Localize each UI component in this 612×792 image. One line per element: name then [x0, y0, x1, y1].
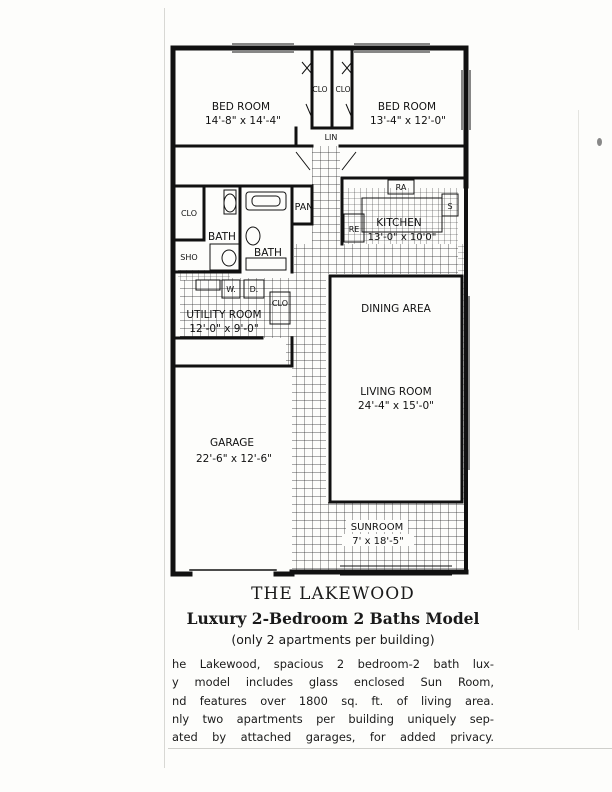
- closet1-label: CLO: [312, 85, 328, 94]
- closet3-label: CLO: [180, 209, 198, 218]
- refrigerator-label: RE: [348, 225, 360, 234]
- shower-label: SHO: [180, 253, 198, 262]
- dining-label: DINING AREA: [361, 303, 431, 315]
- model-description: [172, 655, 494, 746]
- bedroom1-size: 14'-8" x 14'-4": [205, 115, 281, 127]
- sink-label: S: [447, 202, 453, 211]
- closet4-label: CLO: [271, 299, 289, 308]
- gallery-tile: [292, 268, 326, 570]
- living-size: 24'-4" x 15'-0": [358, 400, 434, 412]
- sunroom-name: SUNROOM: [350, 522, 404, 533]
- closet2-label: CLO: [335, 85, 351, 94]
- range-label: RA: [395, 183, 407, 192]
- dryer-label: D.: [249, 285, 259, 294]
- model-note: (only 2 apartments per building): [231, 632, 435, 647]
- bedroom1-name: BED ROOM: [211, 101, 271, 113]
- bath2-label: BATH: [254, 247, 282, 259]
- description-line: he Lakewood, spacious 2 bedroom-2 bath lux-: [172, 657, 494, 671]
- model-subtitle: Luxury 2-Bedroom 2 Baths Model: [186, 609, 480, 628]
- description-line: nd features over 1800 sq. ft. of living area.: [172, 693, 494, 708]
- garage-name: GARAGE: [210, 437, 254, 449]
- description-line: y model includes glass enclosed Sun Room,: [172, 675, 494, 690]
- sunroom-size: 7' x 18'-5": [352, 536, 404, 547]
- garage-floor: [178, 366, 292, 570]
- kitchen-name: KITCHEN: [376, 217, 422, 229]
- living-name: LIVING ROOM: [360, 386, 432, 398]
- bedroom2-name: BED ROOM: [377, 101, 437, 113]
- washer-label: W.: [226, 285, 236, 294]
- bath1-label: BATH: [208, 231, 236, 243]
- description-line: ated by attached garages, for added privacy.: [172, 730, 494, 745]
- linen-label: LIN: [324, 133, 338, 142]
- utility-name: UTILITY ROOM: [186, 309, 262, 321]
- description-line: nly two apartments per building uniquely sep-: [172, 711, 494, 726]
- bedroom2-size: 13'-4" x 12'-0": [370, 115, 446, 127]
- utility-size: 12'-0" x 9'-0": [189, 323, 259, 335]
- model-title: THE LAKEWOOD: [251, 584, 415, 604]
- pantry-label: PAN: [294, 202, 314, 213]
- garage-size: 22'-6" x 12'-6": [196, 453, 272, 465]
- kitchen-size: 13'-0" x 10'0": [367, 232, 437, 243]
